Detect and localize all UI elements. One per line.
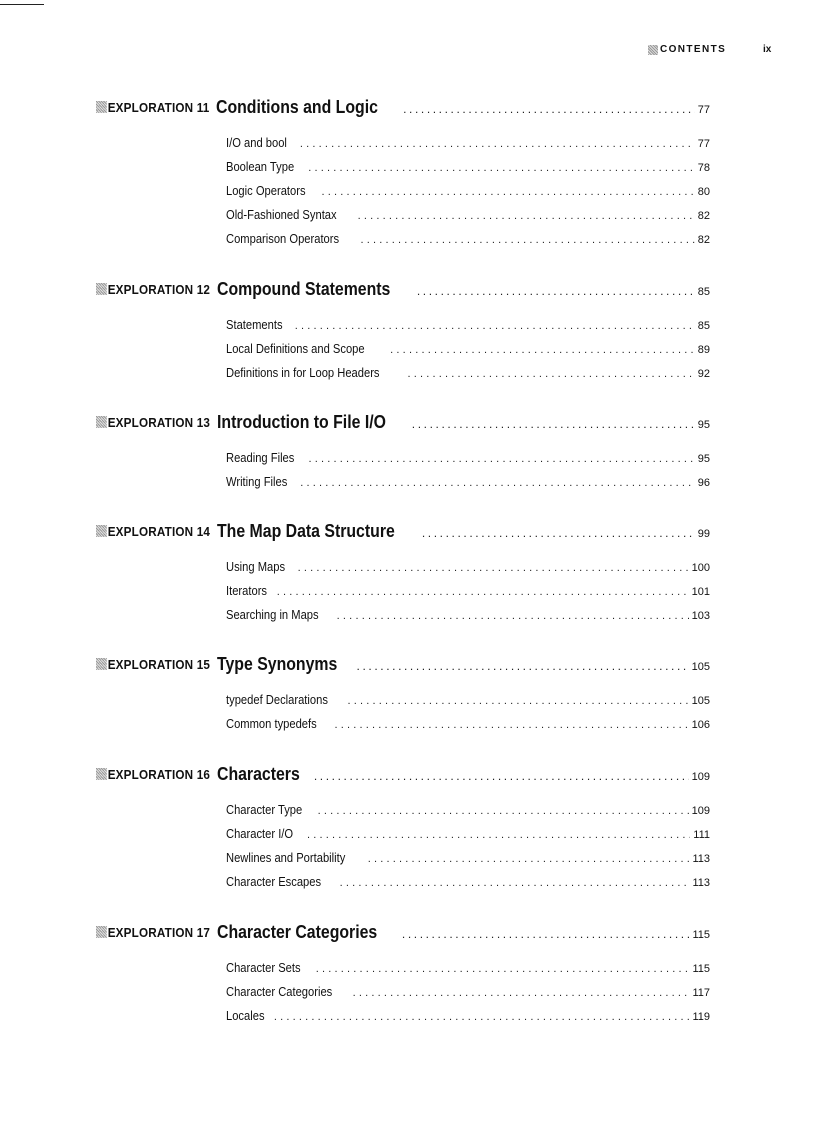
dot-leader [348,695,689,707]
section-page-number: 101 [691,586,710,598]
dot-leader [408,368,695,380]
section-title: Iterators [226,583,268,598]
hatch-marker-icon [648,45,658,55]
section-title: Common typedefs [226,716,317,731]
chapter-label [96,524,210,539]
dot-leader [309,453,695,465]
section-title: Newlines and Portability [226,850,346,865]
chapter-page-number: 77 [697,104,710,116]
chapter-page-number: 85 [697,286,710,298]
dot-leader [316,963,690,975]
section-page-number: 78 [697,162,710,174]
section-page-number: 82 [697,210,710,222]
section-entry[interactable] [226,231,710,249]
dot-leader [402,927,690,941]
section-title: typedef Declarations [226,692,328,707]
dot-leader [308,162,694,174]
dot-leader [314,769,689,783]
chapter-label-text: EXPLORATION 15 [107,656,211,672]
running-head-text: CONTENTS [660,44,727,55]
dot-leader [300,138,695,150]
dot-leader [274,1011,690,1023]
chapter-label [96,282,210,297]
dot-leader [358,210,695,222]
dot-leader [340,877,690,889]
section-title: Comparison Operators [226,231,340,246]
section-page-number: 103 [691,610,710,622]
running-head-label [648,44,726,55]
chapter-heading[interactable] [96,922,710,946]
dot-leader [357,659,689,673]
section-page-number: 85 [697,320,710,332]
section-title: Writing Files [226,474,288,489]
chapter-page-number: 99 [697,528,710,540]
section-page-number: 82 [697,234,710,246]
hatch-marker-icon [96,658,107,670]
section-entry[interactable] [226,159,710,177]
section-title: Using Maps [226,559,286,574]
chapter-page-number: 95 [697,419,710,431]
hatch-marker-icon [96,926,107,938]
section-entry[interactable] [226,183,710,201]
dot-leader [412,417,695,431]
chapter-label [96,415,210,430]
chapter-title: The Map Data Structure [216,521,395,541]
running-head-page-number: ix [763,44,772,55]
section-title: Searching in Maps [226,607,319,622]
dot-leader [417,284,695,298]
section-page-number: 92 [697,368,710,380]
section-entry[interactable] [226,341,710,359]
section-page-number: 117 [692,987,710,999]
section-page-number: 111 [693,829,710,841]
section-entry[interactable] [226,984,710,1002]
section-page-number: 106 [691,719,710,731]
chapter-title: Compound Statements [216,279,391,299]
section-page-number: 113 [692,877,710,889]
section-entry[interactable] [226,607,710,625]
section-title: Logic Operators [226,183,306,198]
section-entry[interactable] [226,802,710,820]
chapter-label-text: EXPLORATION 11 [107,99,210,115]
section-entry[interactable] [226,960,710,978]
section-entry[interactable] [226,450,710,468]
section-title: Character Type [226,802,303,817]
chapter-label-text: EXPLORATION 16 [107,766,211,782]
chapter-heading[interactable] [96,97,710,121]
hatch-marker-icon [96,768,107,780]
chapter-title: Characters [216,764,300,784]
dot-leader [390,344,695,356]
section-entry[interactable] [226,692,710,710]
section-entry[interactable] [226,826,710,844]
section-title: Character Sets [226,960,301,975]
section-page-number: 105 [691,695,710,707]
dot-leader [318,805,689,817]
dot-leader [277,586,689,598]
dot-leader [295,320,695,332]
section-title: Character I/O [226,826,294,841]
section-entry[interactable] [226,850,710,868]
chapter-label [96,100,209,115]
section-entry[interactable] [226,559,710,577]
chapter-title: Character Categories [216,922,378,942]
chapter-heading[interactable] [96,764,710,788]
chapter-label-text: EXPLORATION 14 [107,523,211,539]
dot-leader [422,526,695,540]
chapter-heading[interactable] [96,654,710,678]
section-page-number: 89 [697,344,710,356]
chapter-heading[interactable] [96,521,710,545]
chapter-label [96,767,210,782]
chapter-title: Conditions and Logic [216,97,378,117]
chapter-heading[interactable] [96,279,710,303]
dot-leader [322,186,695,198]
section-title: Definitions in for Loop Headers [226,365,380,380]
hatch-marker-icon [96,283,107,295]
dot-leader [307,829,690,841]
section-title: Character Escapes [226,874,322,889]
section-title: Statements [226,317,283,332]
section-title: Boolean Type [226,159,295,174]
section-entry[interactable] [226,716,710,734]
section-title: Old-Fashioned Syntax [226,207,337,222]
section-page-number: 115 [692,963,710,975]
section-title: Reading Files [226,450,295,465]
chapter-label-text: EXPLORATION 12 [107,281,211,297]
section-entry[interactable] [226,583,710,601]
section-page-number: 113 [692,853,710,865]
section-title: Local Definitions and Scope [226,341,365,356]
dot-leader [337,610,689,622]
section-page-number: 100 [691,562,710,574]
chapter-label-text: EXPLORATION 13 [107,414,211,430]
chapter-page-number: 109 [691,771,710,783]
dot-leader [403,102,695,116]
running-head [0,44,816,58]
dot-leader [335,719,689,731]
section-entry[interactable] [226,874,710,892]
chapter-label [96,657,210,672]
section-entry[interactable] [226,474,710,492]
section-page-number: 80 [697,186,710,198]
dot-leader [368,853,690,865]
section-entry[interactable] [226,207,710,225]
dot-leader [361,234,695,246]
corner-rule [0,4,44,5]
section-entry[interactable] [226,1008,710,1026]
dot-leader [300,477,694,489]
chapter-page-number: 115 [692,929,710,941]
hatch-marker-icon [96,525,107,537]
chapter-title: Introduction to File I/O [216,412,386,432]
section-title: Character Categories [226,984,333,999]
chapter-label [96,925,210,940]
dot-leader [298,562,689,574]
hatch-marker-icon [96,416,107,428]
section-page-number: 109 [691,805,710,817]
dot-leader [353,987,690,999]
chapter-label-text: EXPLORATION 17 [107,924,211,940]
chapter-page-number: 105 [691,661,710,673]
hatch-marker-icon [96,101,107,113]
section-page-number: 119 [692,1011,710,1023]
section-title: I/O and bool [226,135,287,150]
section-entry[interactable] [226,365,710,383]
section-page-number: 77 [697,138,710,150]
section-page-number: 95 [697,453,710,465]
section-title: Locales [226,1008,265,1023]
section-page-number: 96 [697,477,710,489]
chapter-title: Type Synonyms [216,654,338,674]
section-entry[interactable] [226,135,710,153]
chapter-heading[interactable] [96,412,710,436]
section-entry[interactable] [226,317,710,335]
